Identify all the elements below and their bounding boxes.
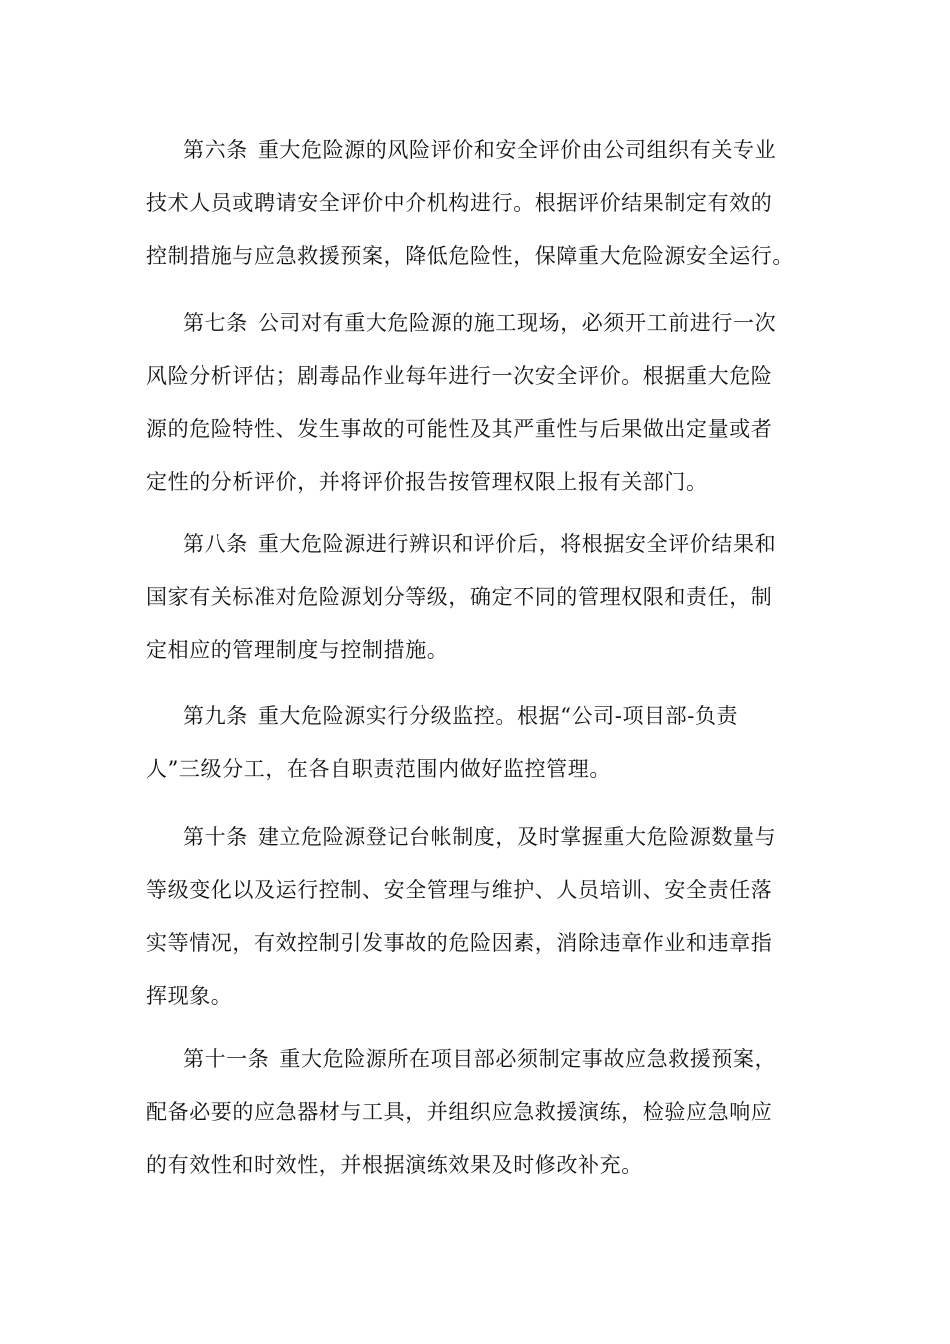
article-7-line-1: [146, 297, 806, 350]
article-7-line-2: 风险分析评估；剧毒品作业每年进行一次安全评价。根据重大危险: [146, 364, 773, 388]
article-8-line-2: 国家有关标准对危险源划分等级，确定不同的管理权限和责任，制: [146, 585, 773, 609]
article-9-text-1: 重大危险源实行分级监控。根据“公司-项目部-负责: [257, 704, 739, 728]
article-9: [146, 690, 806, 796]
article-10-line-3: 实等情况，有效控制引发事故的危险因素，消除违章作业和违章指: [146, 931, 773, 955]
article-8-line-3: 定相应的管理制度与控制措施。: [146, 638, 449, 662]
article-7: [146, 297, 806, 509]
article-9-number: 第九条: [183, 704, 248, 728]
article-9-line-2: 人”三级分工，在各自职责范围内做好监控管理。: [146, 757, 611, 781]
article-7-text-1: 公司对有重大危险源的施工现场，必须开工前进行一次: [257, 311, 777, 335]
article-11-line-2: 配备必要的应急器材与工具，并组织应急救援演练，检验应急响应: [146, 1100, 773, 1124]
article-7-number: 第七条: [183, 311, 248, 335]
article-10-text-1: 建立危险源登记台帐制度，及时掌握重大危险源数量与: [257, 825, 777, 849]
article-11-line-3: 的有效性和时效性，并根据演练效果及时修改补充。: [146, 1153, 643, 1177]
article-8-line-1: [146, 518, 806, 571]
article-10-number: 第十条: [183, 825, 248, 849]
article-6-number: 第六条: [183, 138, 248, 162]
article-6-text-1: 重大危险源的风险评价和安全评价由公司组织有关专业: [257, 138, 777, 162]
article-10-line-1: [146, 811, 806, 864]
article-9-line-1: [146, 690, 806, 743]
article-10-line-4: 挥现象。: [146, 984, 233, 1008]
article-7-line-3: 源的危险特性、发生事故的可能性及其严重性与后果做出定量或者: [146, 417, 773, 441]
article-8: [146, 518, 806, 677]
article-11-number: 第十一条: [183, 1047, 270, 1071]
article-6-line-3: 控制措施与应急救援预案，降低危险性，保障重大危险源安全运行。: [146, 244, 794, 268]
article-6-line-2: 技术人员或聘请安全评价中介机构进行。根据评价结果制定有效的: [146, 191, 773, 215]
article-10-line-2: 等级变化以及运行控制、安全管理与维护、人员培训、安全责任落: [146, 878, 773, 902]
article-7-line-4: 定性的分析评价，并将评价报告按管理权限上报有关部门。: [146, 470, 708, 494]
article-6: [146, 124, 806, 283]
article-11-text-1: 重大危险源所在项目部必须制定事故应急救援预案，: [279, 1047, 777, 1071]
article-8-number: 第八条: [183, 532, 248, 556]
article-11-line-1: [146, 1033, 806, 1086]
article-8-text-1: 重大危险源进行辨识和评价后，将根据安全评价结果和: [257, 532, 777, 556]
article-11: [146, 1033, 806, 1192]
article-10: [146, 811, 806, 1023]
article-6-line-1: [146, 124, 806, 177]
